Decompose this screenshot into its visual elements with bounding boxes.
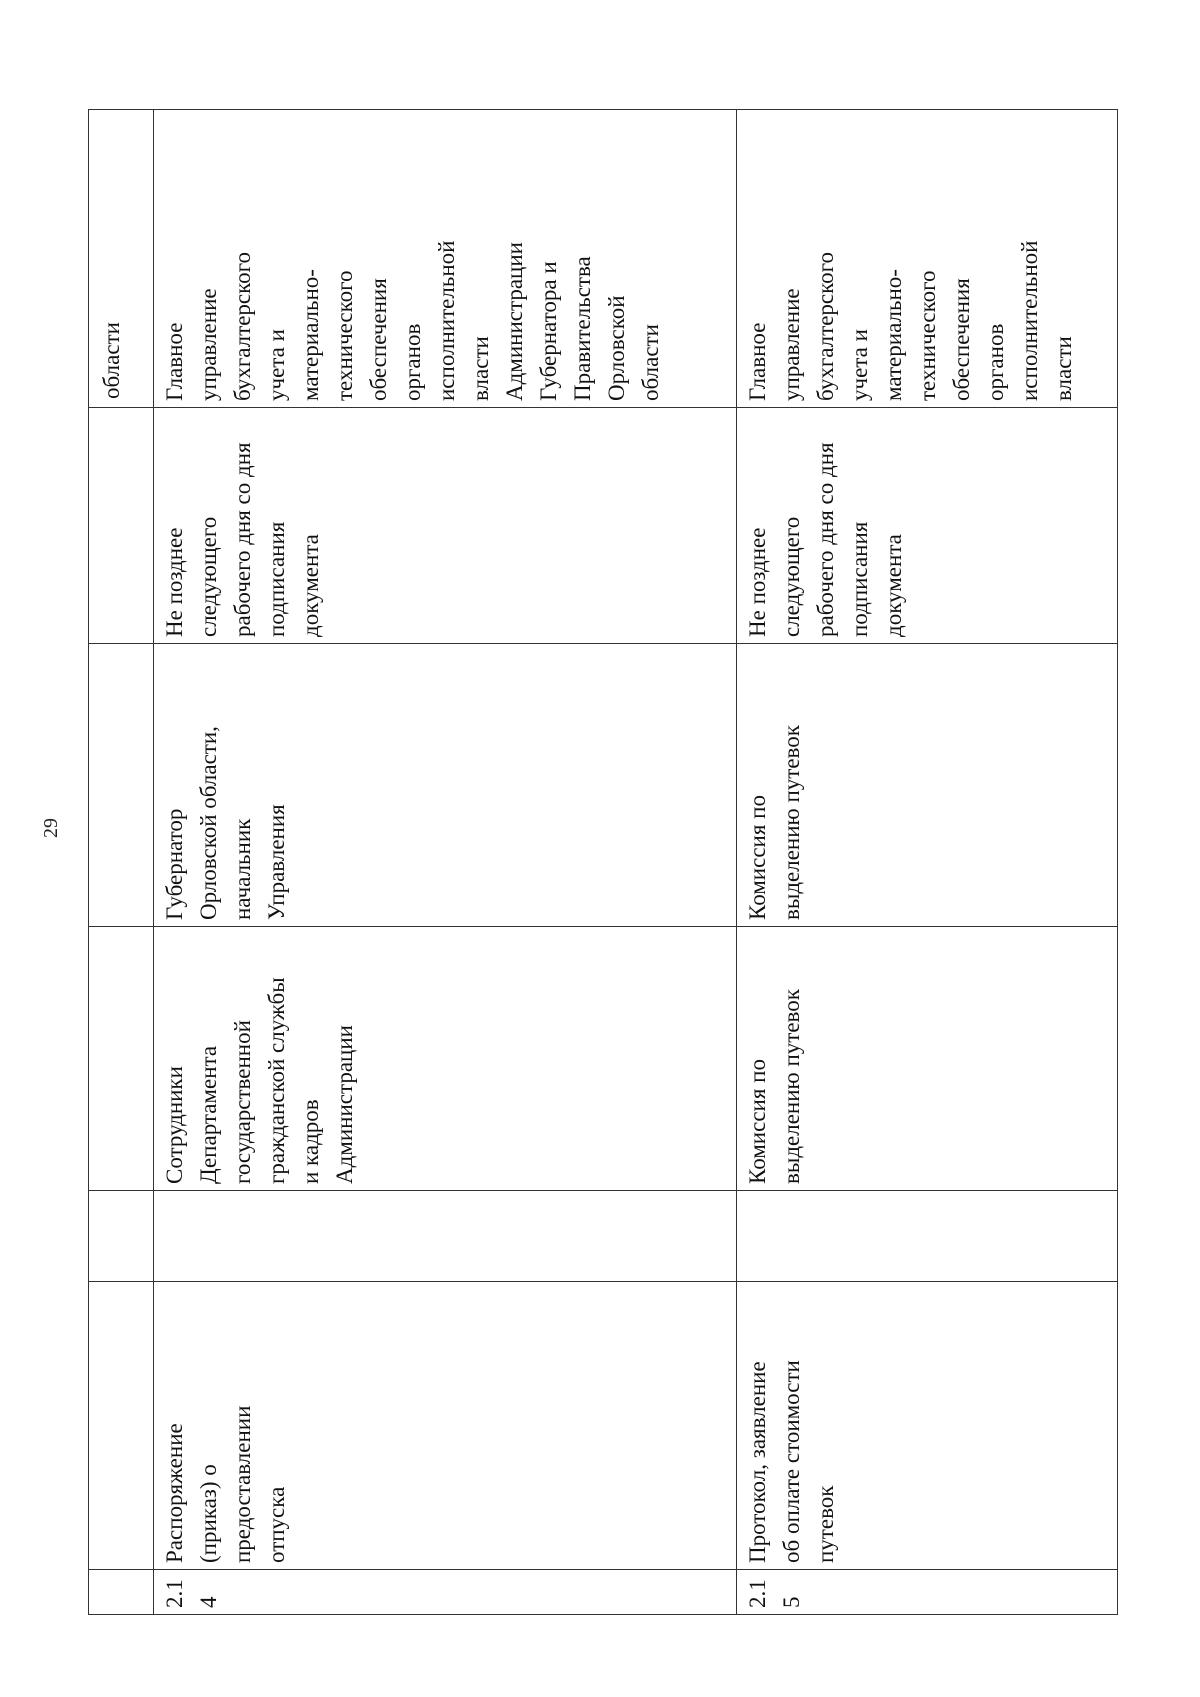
page-number: 29 <box>40 818 62 838</box>
table-cell: области <box>89 110 154 408</box>
rotated-table-container <box>88 110 1118 1615</box>
author-cell: Сотрудники Департамента государственной гражданской службы и кадров Администрации <box>153 927 736 1191</box>
document-table <box>88 109 1118 1615</box>
recipient-cell: Главное управление бухгалтерского учета и материально- технического обеспечения органов исполнительной власти Администрации Губернатора и Правительства Орловской области <box>153 110 736 408</box>
table-cell <box>89 408 154 644</box>
table-cell <box>89 644 154 927</box>
signer-cell: Губернатор Орловской области, начальник Управления <box>153 644 736 927</box>
deadline-cell: Не позднее следующего рабочего дня со дня подписания документа <box>153 408 736 644</box>
table-cell <box>89 1570 154 1615</box>
table-row <box>736 110 1117 1615</box>
document-name: Протокол, заявление об оплате стоимости путевок <box>736 1282 1117 1570</box>
table-continuation-row <box>89 110 154 1615</box>
row-number: 2.14 <box>153 1570 736 1615</box>
deadline-cell: Не позднее следующего рабочего дня со дня подписания документа <box>736 408 1117 644</box>
table-row <box>153 110 736 1615</box>
author-cell: Комиссия по выделению путевок <box>736 927 1117 1191</box>
recipient-cell: Главное управление бухгалтерского учета и материально- технического обеспечения органов исполнительной власти <box>736 110 1117 408</box>
table-cell <box>89 1282 154 1570</box>
document-name: Распоряжение (приказ) о предоставлении отпуска <box>153 1282 736 1570</box>
signer-cell: Комиссия по выделению путевок <box>736 644 1117 927</box>
table-cell <box>736 1191 1117 1282</box>
row-number: 2.15 <box>736 1570 1117 1615</box>
table-cell <box>89 1191 154 1282</box>
table-cell <box>89 927 154 1191</box>
table-cell <box>153 1191 736 1282</box>
